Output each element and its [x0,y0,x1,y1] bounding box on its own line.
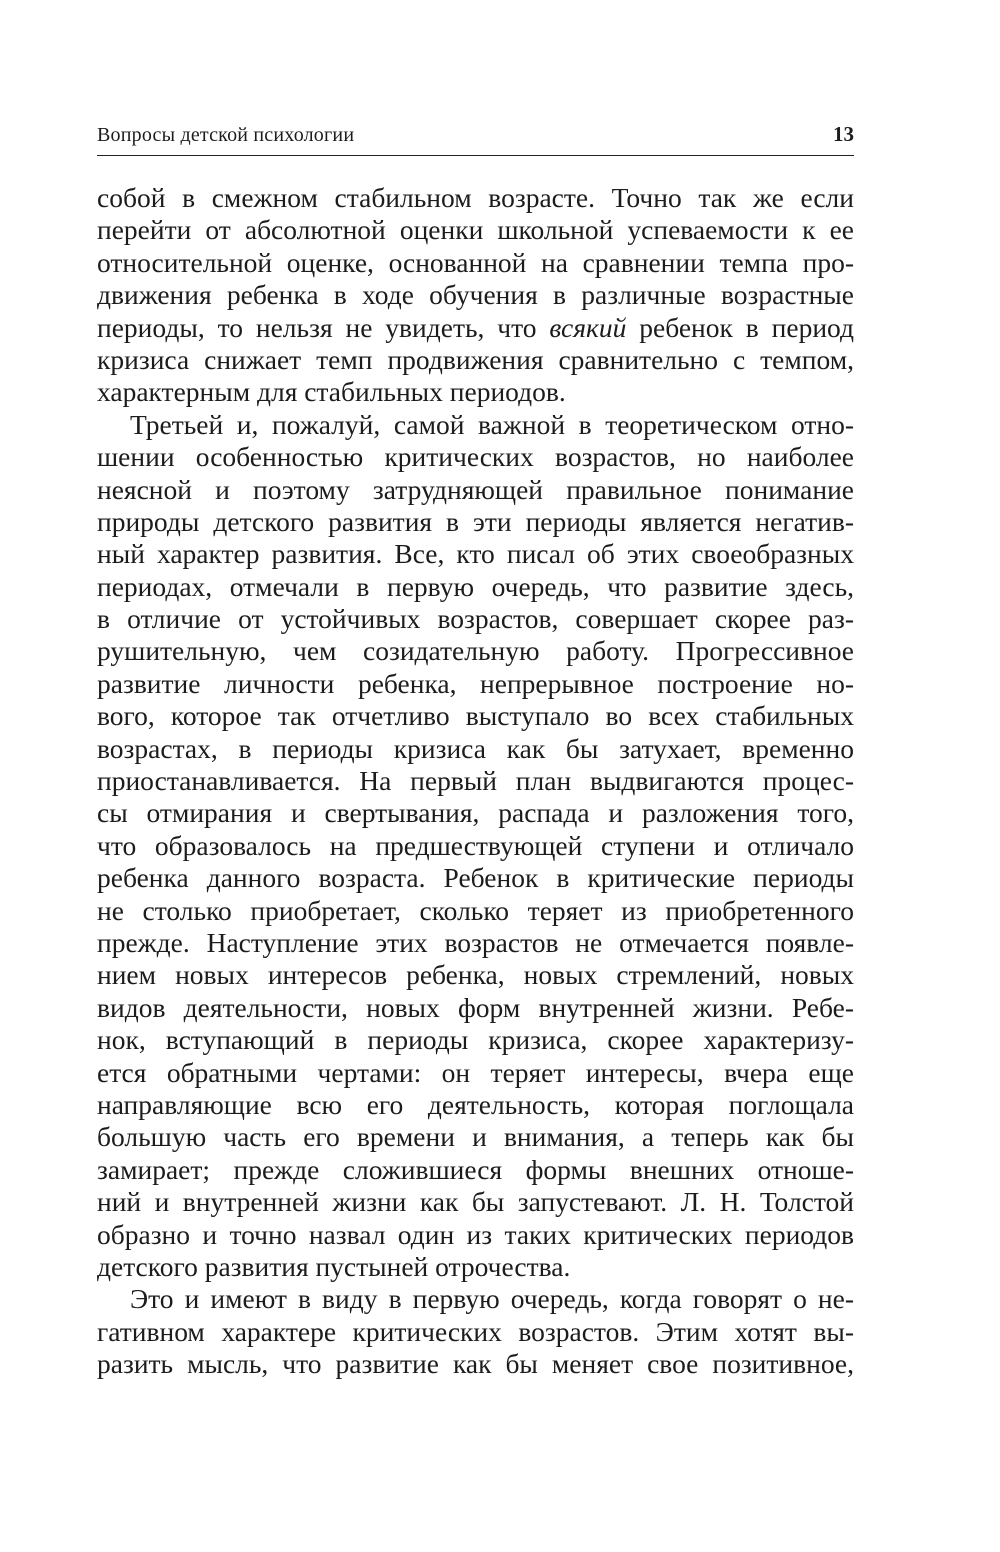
text-line: природы детского развития в эти периоды является негатив- [97,505,854,537]
text-line: приостанавливается. На первый план выдвигаются процес- [97,765,854,797]
text-segment: периоды, то нельзя не увидеть, что [97,311,550,343]
text-line: разить мысль, что развитие как бы меняет свое позитивное, [97,1348,854,1380]
text-line: в отличие от устойчивых возрастов, совершает скорее раз- [97,603,854,635]
text-line: относительной оценке, основанной на сравнении темпа про- [97,246,854,278]
text-line: возрастах, в периоды кризиса как бы затухает, временно [97,732,854,764]
text-line: сы отмирания и свертывания, распада и разложения того, [97,797,854,829]
text-line: характерным для стабильных периодов. [97,376,566,408]
text-line: неясной и поэтому затрудняющей правильное понимание [97,473,854,505]
text-line: периодах, отмечали в первую очередь, что развитие здесь, [97,570,854,602]
text-line: нием новых интересов ребенка, новых стремлений, новых [97,959,854,991]
text-line: образно и точно назвал один из таких критических периодов [97,1218,854,1250]
body-text [97,182,854,1380]
text-line: детского развития пустыней отрочества. [97,1250,571,1282]
book-page [97,0,854,1552]
running-head [97,118,854,156]
text-line: перейти от абсолютной оценки школьной успеваемости к ее [97,214,854,246]
text-line: прежде. Наступление этих возрастов не отмечается появле- [97,926,854,958]
emphasis-word: всякий [549,311,627,343]
text-segment: ребенок в период [626,311,854,343]
paragraph-first-line: Третьей и, пожалуй, самой важной в теоретическом отно- [130,408,854,440]
text-line-with-emphasis [97,312,854,344]
text-line: направляющие всю его деятельность, которая поглощала [97,1088,854,1120]
text-line: видов деятельности, новых форм внутренней жизни. Ребе- [97,991,854,1023]
text-line: ется обратными чертами: он теряет интересы, вчера еще [97,1056,854,1088]
page-number: 13 [833,122,854,146]
text-line: что образовалось на предшествующей ступени и отличало [97,829,854,861]
text-line: ный характер развития. Все, кто писал об этих своеобразных [97,538,854,570]
text-line: ний и внутренней жизни как бы запустевают. Л. Н. Толстой [97,1186,854,1218]
text-line: нок, вступающий в периоды кризиса, скорее характеризу- [97,1024,854,1056]
text-line: замирает; прежде сложившиеся формы внешних отноше- [97,1153,854,1185]
text-line: движения ребенка в ходе обучения в различные возрастные [97,279,854,311]
text-line: большую часть его времени и внимания, а теперь как бы [97,1121,854,1153]
paragraph-first-line: Это и имеют в виду в первую очередь, когда говорят о не- [130,1283,854,1315]
text-line: развитие личности ребенка, непрерывное построение но- [97,667,854,699]
text-line: вого, которое так отчетливо выступало во всех стабильных [97,700,854,732]
text-line: не столько приобретает, сколько теряет из приобретенного [97,894,854,926]
text-line: ребенка данного возраста. Ребенок в критические периоды [97,862,854,894]
text-line: кризиса снижает темп продвижения сравнительно с темпом, [97,343,854,375]
text-line: собой в смежном стабильном возрасте. Точно так же если [97,182,854,213]
running-title: Вопросы детской психологии [97,124,355,146]
text-line: рушительную, чем созидательную работу. Прогрессивное [97,635,854,667]
text-line: шении особенностью критических возрастов, но наиболее [97,441,854,473]
text-line: гативном характере критических возрастов. Этим хотят вы- [97,1315,854,1347]
